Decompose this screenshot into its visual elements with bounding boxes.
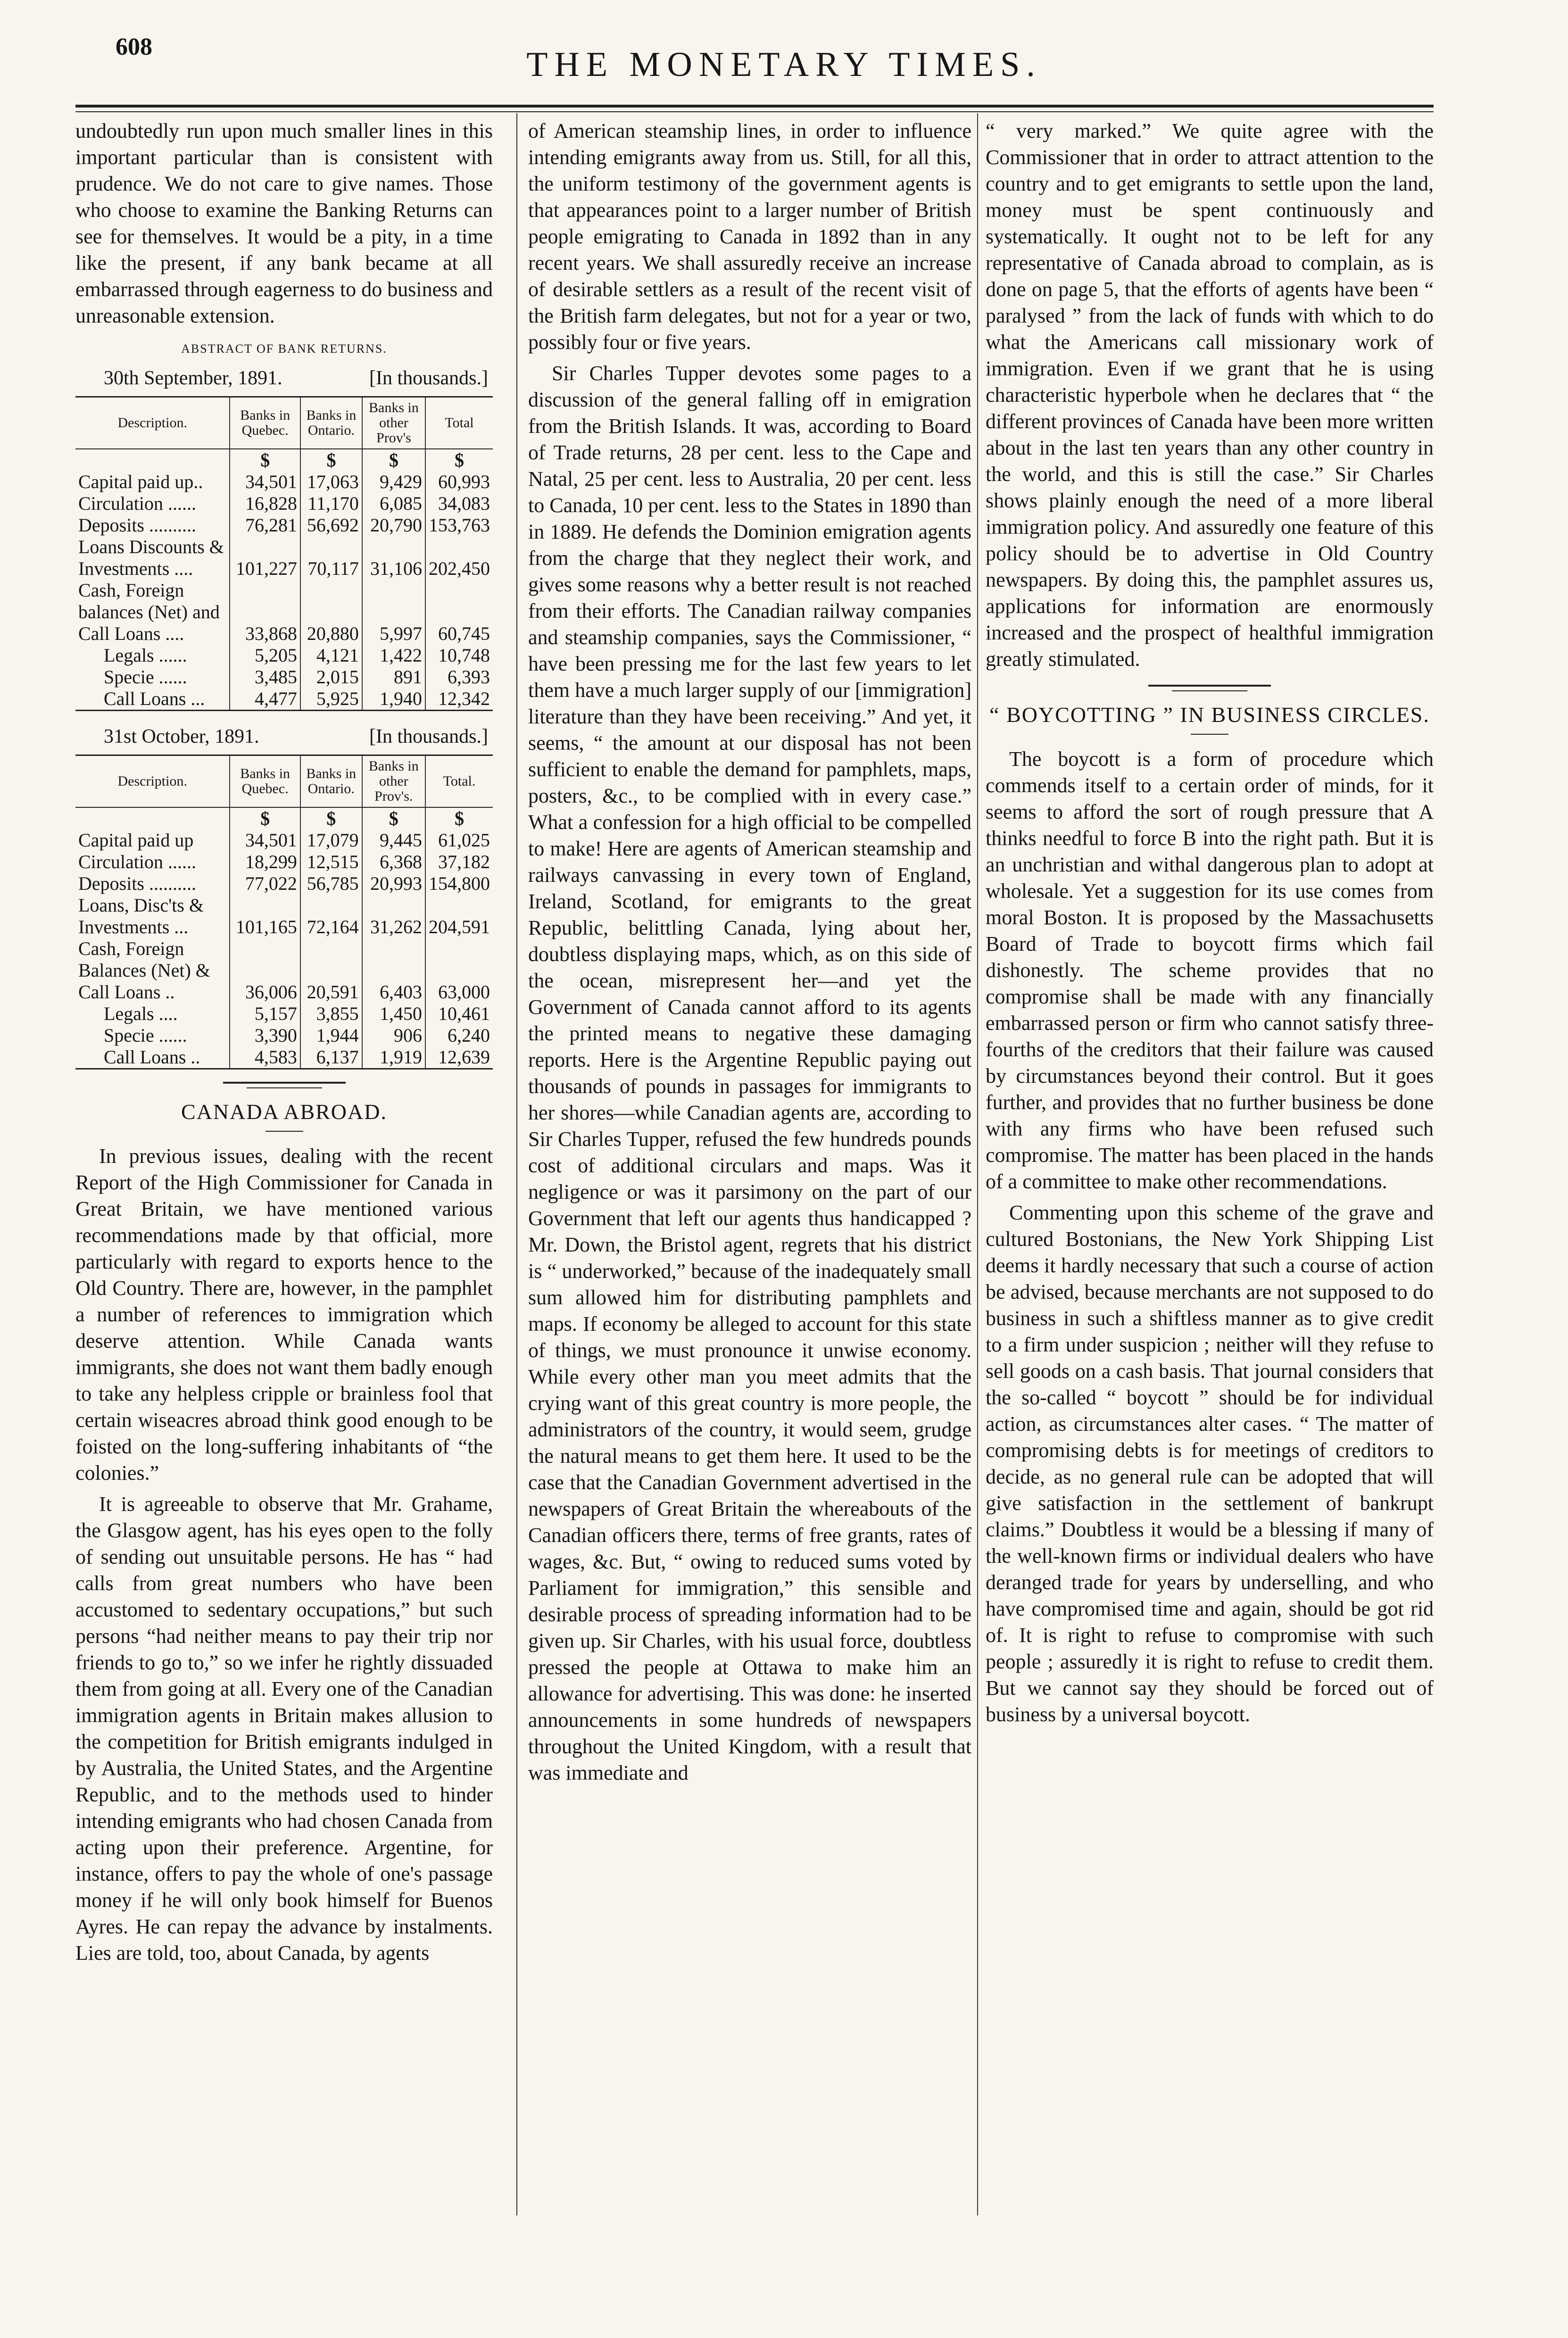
table-cell: 4,477 bbox=[230, 688, 300, 711]
table-row bbox=[75, 514, 493, 536]
table-cell: 6,085 bbox=[362, 493, 425, 514]
article-paragraph: It is agreeable to observe that Mr. Grahame, the Glasgow agent, has his eyes open to the folly of sending out unsuitable persons. He has “ had calls from great numbers who have been accustomed to sedentary occupations,” but such persons “had neither means to pay their trip nor friends to go to,” so we infer he rightly dissuaded them from going at all. Every one of the Canadian immigration agents in Britain makes allusion to the competition for British emigrants indulged in by Australia, the United States, and the Argentine Republic, and to the methods used to hinder intending emigrants who had chosen Canada from acting upon their preference. Argentine, for instance, offers to pay the whole of one's passage money if he will only book himself for Buenos Ayres. He can repay the advance by instalments. Lies are told, too, about Canada, by agents bbox=[75, 1492, 493, 1965]
table-cell: Loans, Disc'ts & Investments ... bbox=[78, 895, 204, 937]
header-rule bbox=[75, 105, 1434, 108]
table-cell: 72,164 bbox=[300, 895, 362, 938]
table-row bbox=[75, 1046, 493, 1069]
table-header-cell: Banks in Quebec. bbox=[230, 755, 300, 808]
table-header-cell: Banks in other Prov's bbox=[362, 397, 425, 449]
table-cell: 1,944 bbox=[300, 1025, 362, 1046]
table-cell: 5,925 bbox=[300, 688, 362, 711]
table-cell: 9,445 bbox=[362, 829, 425, 851]
article-paragraph: of American steamship lines, in order to influence intending emigrants away from us. Still, for all this, the uniform testimony of the government agents is that appearances point to a larger number of British people emigrating to Canada in 1892 than in any recent years. We shall assuredly receive an increase of desirable settlers as a result of the recent visit of the British farm delegates, but not for a year or two, possibly four or five years. bbox=[528, 119, 971, 354]
table-row bbox=[75, 536, 493, 580]
table-header-cell: Banks in other Prov's. bbox=[362, 755, 425, 808]
table-cell: 154,800 bbox=[425, 873, 493, 895]
article-paragraph: “ very marked.” We quite agree with the Commissioner that in order to attract attention to the country and to get emigrants to settle upon the land, money must be spent continuously and systematically. It ought not to be left for any representative of Canada abroad to complain, as is done on page 5, that the efforts of agents have been “ paralysed ” from the lack of funds with which to do what the Americans call missionary work of immigration. Even if we grant that he is using characteristic hyperbole when he declares that “ the different provinces of Canada have been more written about in the last ten years than any other country in the world, and this is still the case.” Sir Charles shows plainly enough the need of a more liberal immigration policy. And assuredly one feature of this policy should be to advertise in Old Country newspapers. By doing this, the pamphlet assures us, applications for information are enormously increased and the prospect of healthful immigration greatly stimulated. bbox=[986, 119, 1434, 671]
abstract-heading: ABSTRACT OF BANK RETURNS. bbox=[181, 342, 387, 356]
table-row bbox=[75, 851, 493, 873]
table-cell: 6,368 bbox=[362, 851, 425, 873]
table-header-cell: Description. bbox=[75, 397, 230, 449]
table-cell: 63,000 bbox=[425, 938, 493, 1003]
table-cell: 1,450 bbox=[362, 1003, 425, 1025]
table-cell: 5,997 bbox=[362, 580, 425, 645]
table-cell: 12,342 bbox=[425, 688, 493, 711]
table-cell: 5,157 bbox=[230, 1003, 300, 1025]
table-cell: 77,022 bbox=[230, 873, 300, 895]
table-cell: Loans Discounts & Investments .... bbox=[78, 536, 224, 579]
table-cell: Circulation ...... bbox=[78, 851, 196, 872]
table-cell: 10,748 bbox=[425, 645, 493, 666]
table-cell: 6,240 bbox=[425, 1025, 493, 1046]
table-cell: 33,868 bbox=[230, 580, 300, 645]
table-cell: $ bbox=[230, 807, 300, 829]
column-divider bbox=[977, 113, 978, 2215]
table-cell: 2,015 bbox=[300, 666, 362, 688]
table-cell: 10,461 bbox=[425, 1003, 493, 1025]
table-cell: 17,063 bbox=[300, 471, 362, 493]
table-cell: $ bbox=[425, 807, 493, 829]
table-cell bbox=[75, 449, 230, 471]
table-row bbox=[75, 829, 493, 851]
masthead-title: THE MONETARY TIMES. bbox=[526, 45, 1042, 84]
table-cell: 61,025 bbox=[425, 829, 493, 851]
bank-returns-table-october bbox=[75, 754, 493, 1070]
article-paragraph: Commenting upon this scheme of the grave and cultured Bostonians, the New York Shipping List deems it hardly necessary that such a course of action be advised, because merchants are not supposed to do business in such a shiftless manner as to give credit to a firm under suspicion ; neither will they refuse to sell goods on a cash basis. That journal considers that the so-called “ boycott ” should be for individual action, as circumstances alter cases. “ The matter of compromising debts is for meetings of creditors to decide, as no general rule can be adopted that will give satisfaction in the settlement of bankrupt claims.” Doubtless it would be a blessing if many of the well-known firms or individual dealers who have deranged trade for years by underselling, and who have compromised time and again, should be got rid of. It is right to refuse to compromise with such people ; assuredly it is right to refuse to credit them. But we cannot say they should be forced out of business by a universal boycott. bbox=[986, 1201, 1434, 1726]
table-date: 30th September, 1891. bbox=[104, 367, 282, 389]
table-cell: 31,262 bbox=[362, 895, 425, 938]
table-cell: $ bbox=[300, 807, 362, 829]
table-cell: $ bbox=[362, 807, 425, 829]
table-header-cell: Banks in Ontario. bbox=[300, 755, 362, 808]
table-row bbox=[75, 580, 493, 645]
table-cell: 60,993 bbox=[425, 471, 493, 493]
table-caption bbox=[104, 723, 488, 750]
table-cell: 891 bbox=[362, 666, 425, 688]
heading-rule bbox=[1191, 734, 1228, 735]
table-cell: 17,079 bbox=[300, 829, 362, 851]
table-cell: 204,591 bbox=[425, 895, 493, 938]
column-3 bbox=[986, 118, 1434, 1733]
table-cell: 6,403 bbox=[362, 938, 425, 1003]
column-2 bbox=[528, 118, 971, 1791]
table-cell: 36,006 bbox=[230, 938, 300, 1003]
table-header-cell: Description. bbox=[75, 755, 230, 808]
table-cell: 31,106 bbox=[362, 536, 425, 580]
table-cell: $ bbox=[300, 449, 362, 471]
table-cell: 11,170 bbox=[300, 493, 362, 514]
table-row bbox=[75, 1025, 493, 1046]
table-unit: [In thousands.] bbox=[369, 726, 488, 747]
table-unit: [In thousands.] bbox=[369, 367, 488, 389]
column-1 bbox=[75, 118, 493, 1971]
table-cell: 9,429 bbox=[362, 471, 425, 493]
table-cell: Capital paid up.. bbox=[78, 471, 203, 492]
table-cell: 20,880 bbox=[300, 580, 362, 645]
table-cell: 12,515 bbox=[300, 851, 362, 873]
table-cell: 18,299 bbox=[230, 851, 300, 873]
table-cell: Legals ...... bbox=[104, 645, 187, 666]
table-header-cell: Banks in Quebec. bbox=[230, 397, 300, 449]
article-paragraph: In previous issues, dealing with the recent Report of the High Commissioner for Canada in Great Britain, we have mentioned various recommendations made by that official, more particularly with regard to exports hence to the Old Country. There are, however, in the pamphlet a number of references to immigration which deserve attention. While Canada wants immigrants, she does not want them badly enough to take any helpless cripple or brainless fool that certain wiseacres abroad think good enough to be foisted on the long-suffering inhabitants of “the colonies.” bbox=[75, 1144, 493, 1484]
table-row bbox=[75, 1003, 493, 1025]
table-cell: $ bbox=[425, 449, 493, 471]
article-paragraph: Sir Charles Tupper devotes some pages to a discussion of the general falling off in emigration from the British Islands. It was, according to Board of Trade returns, 28 per cent. less to the Cape and Natal, 25 per cent. less to Australia, 20 per cent. less to Canada, 10 per cent. less to the States in 1890 than in 1889. He defends the Dominion emigration agents from the charge that they neglect their work, and gives some reasons why a better result is not reached from their efforts. The Canadian railway companies and steamship companies, says the Commissioner, “ have been pressing me for the last few years to let them have a much larger supply of our [immigration] literature than they have been receiving.” And yet, it seems, “ the amount at our disposal has not been sufficient to enable the demand for pamphlets, maps, posters, &c., to be complied with in every case.” What a confession for a high official to be compelled to make! Here are agents of American steamship and railways canvassing in every town of England, Ireland, Scotland, for emigrants to the great Republic, belittling Canada, lying about her, doubtless displaying maps, which, as on this side of the ocean, misrepresent her—and yet the Government of Canada cannot afford to its agents the printed means to negative these damaging reports. Here is the Argentine Republic paying out thousands of pounds in passages for immigrants to her shores—while Canadian agents are, according to Sir Charles Tupper, refused the few hundreds pounds cost of additional circulars and maps. Was it negligence or was it parsimony on the part of our Government that left our agents thus handicapped ? Mr. Down, the Bristol agent, regrets that his district is “ underworked,” because of the inadequately small sum allowed him for distributing pamphlets and maps. If economy be alleged to account for this state of things, we must pronounce it unwise economy. While every other man you meet admits that the crying want of this great country is more people, the administrators of the country, it would seem, grudge the natural means to get them here. It used to be the case that the Canadian Government advertised in the newspapers of Great Britain the whereabouts of the Canadian officers there, terms of free grants, rates of wages, &c. But, “ owing to reduced sums voted by Parliament for immigration,” this sensible and desirable process of spreading information had to be given up. Sir Charles, with his usual force, doubtless pressed the people at Ottawa to make him an allowance for advertising. This was done: he inserted announcements in some hundreds of newspapers throughout the United Kingdom, with a result that was immediate and bbox=[528, 362, 971, 1784]
table-row bbox=[75, 938, 493, 1003]
table-caption bbox=[104, 365, 488, 391]
canada-abroad-heading: CANADA ABROAD. bbox=[181, 1100, 387, 1124]
table-cell: 20,591 bbox=[300, 938, 362, 1003]
table-header-cell: Total. bbox=[425, 755, 493, 808]
heading-rule bbox=[265, 1131, 303, 1132]
table-cell: 12,639 bbox=[425, 1046, 493, 1069]
table-row bbox=[75, 449, 493, 471]
table-cell: Deposits .......... bbox=[78, 873, 196, 894]
table-row bbox=[75, 493, 493, 514]
table-cell: 56,692 bbox=[300, 514, 362, 536]
table-cell: $ bbox=[362, 449, 425, 471]
table-row bbox=[75, 645, 493, 666]
table-date: 31st October, 1891. bbox=[104, 726, 259, 747]
table-cell: 1,422 bbox=[362, 645, 425, 666]
table-cell: 3,855 bbox=[300, 1003, 362, 1025]
table-row bbox=[75, 873, 493, 895]
table-cell: Deposits .......... bbox=[78, 514, 196, 536]
table-cell: 3,390 bbox=[230, 1025, 300, 1046]
table-cell: Circulation ...... bbox=[78, 493, 196, 514]
table-cell: Call Loans .. bbox=[75, 1046, 230, 1069]
section-rule-thin bbox=[1172, 690, 1247, 691]
table-cell: 3,485 bbox=[230, 666, 300, 688]
table-cell: 34,083 bbox=[425, 493, 493, 514]
table-cell: 153,763 bbox=[425, 514, 493, 536]
table-cell: Cash, Foreign balances (Net) and Call Loans .... bbox=[78, 580, 220, 644]
table-cell: 37,182 bbox=[425, 851, 493, 873]
column-divider bbox=[516, 113, 517, 2215]
table-cell: 906 bbox=[362, 1025, 425, 1046]
table-row bbox=[75, 688, 493, 711]
section-rule bbox=[223, 1082, 346, 1084]
table-row bbox=[75, 471, 493, 493]
table-cell: 202,450 bbox=[425, 536, 493, 580]
table-cell: Cash, Foreign Balances (Net) & Call Loans .. bbox=[78, 938, 210, 1003]
table-cell: 16,828 bbox=[230, 493, 300, 514]
table-cell: 101,165 bbox=[230, 895, 300, 938]
table-cell: 6,393 bbox=[425, 666, 493, 688]
table-cell: 4,121 bbox=[300, 645, 362, 666]
section-rule bbox=[1148, 685, 1271, 687]
table-row bbox=[75, 666, 493, 688]
article-paragraph: undoubtedly run upon much smaller lines in this important particular than is consistent with prudence. We do not care to give names. Those who choose to examine the Banking Returns can see for themselves. It would be a pity, in a time like the present, if any bank became at all embarrassed through eagerness to do business and unreasonable extension. bbox=[75, 119, 493, 327]
boycotting-heading: “ BOYCOTTING ” IN BUSINESS CIRCLES. bbox=[989, 703, 1430, 727]
table-cell: 56,785 bbox=[300, 873, 362, 895]
table-cell: Specie ...... bbox=[104, 1025, 187, 1046]
table-cell: 101,227 bbox=[230, 536, 300, 580]
table-cell: 20,993 bbox=[362, 873, 425, 895]
table-row bbox=[75, 807, 493, 829]
table-cell: 34,501 bbox=[230, 471, 300, 493]
page-header bbox=[0, 0, 1568, 118]
table-cell: 70,117 bbox=[300, 536, 362, 580]
table-cell: 1,940 bbox=[362, 688, 425, 711]
table-row bbox=[75, 895, 493, 938]
table-cell: 20,790 bbox=[362, 514, 425, 536]
table-cell: 76,281 bbox=[230, 514, 300, 536]
article-paragraph: The boycott is a form of procedure which commends itself to a certain order of minds, for it seems to afford the sort of rough pressure that A thinks needful to force B into the right path. But it is an unchristian and withal dangerous plan to adopt at wholesale. Yet a suggestion for its use comes from moral Boston. It is proposed by the Massachusetts Board of Trade to boycott firms which fail dishonestly. The scheme provides that no compromise shall be made with any financially embarrassed person or firm who cannot satisfy three-fourths of the creditors that their failure was caused by circumstances beyond their control. But it goes further, and provides that no further business be done with any firms who have been refused such compromise. The matter has been placed in the hands of a committee to make other recommendations. bbox=[986, 747, 1434, 1193]
page-number: 608 bbox=[116, 33, 152, 60]
table-cell: 1,919 bbox=[362, 1046, 425, 1069]
table-cell: 5,205 bbox=[230, 645, 300, 666]
table-cell: Legals .... bbox=[104, 1003, 178, 1024]
section-rule-thin bbox=[247, 1087, 322, 1088]
header-rule-thin bbox=[75, 111, 1434, 112]
table-cell: 4,583 bbox=[230, 1046, 300, 1069]
table-cell: 34,501 bbox=[230, 829, 300, 851]
table-header-cell: Total bbox=[425, 397, 493, 449]
table-cell: Call Loans ... bbox=[75, 688, 230, 711]
bank-returns-table-september bbox=[75, 396, 493, 711]
table-cell: Specie ...... bbox=[104, 666, 187, 688]
table-cell: $ bbox=[230, 449, 300, 471]
table-cell: 6,137 bbox=[300, 1046, 362, 1069]
table-header-cell: Banks in Ontario. bbox=[300, 397, 362, 449]
table-cell bbox=[75, 807, 230, 829]
table-cell: Capital paid up bbox=[78, 829, 194, 851]
table-cell: 60,745 bbox=[425, 580, 493, 645]
